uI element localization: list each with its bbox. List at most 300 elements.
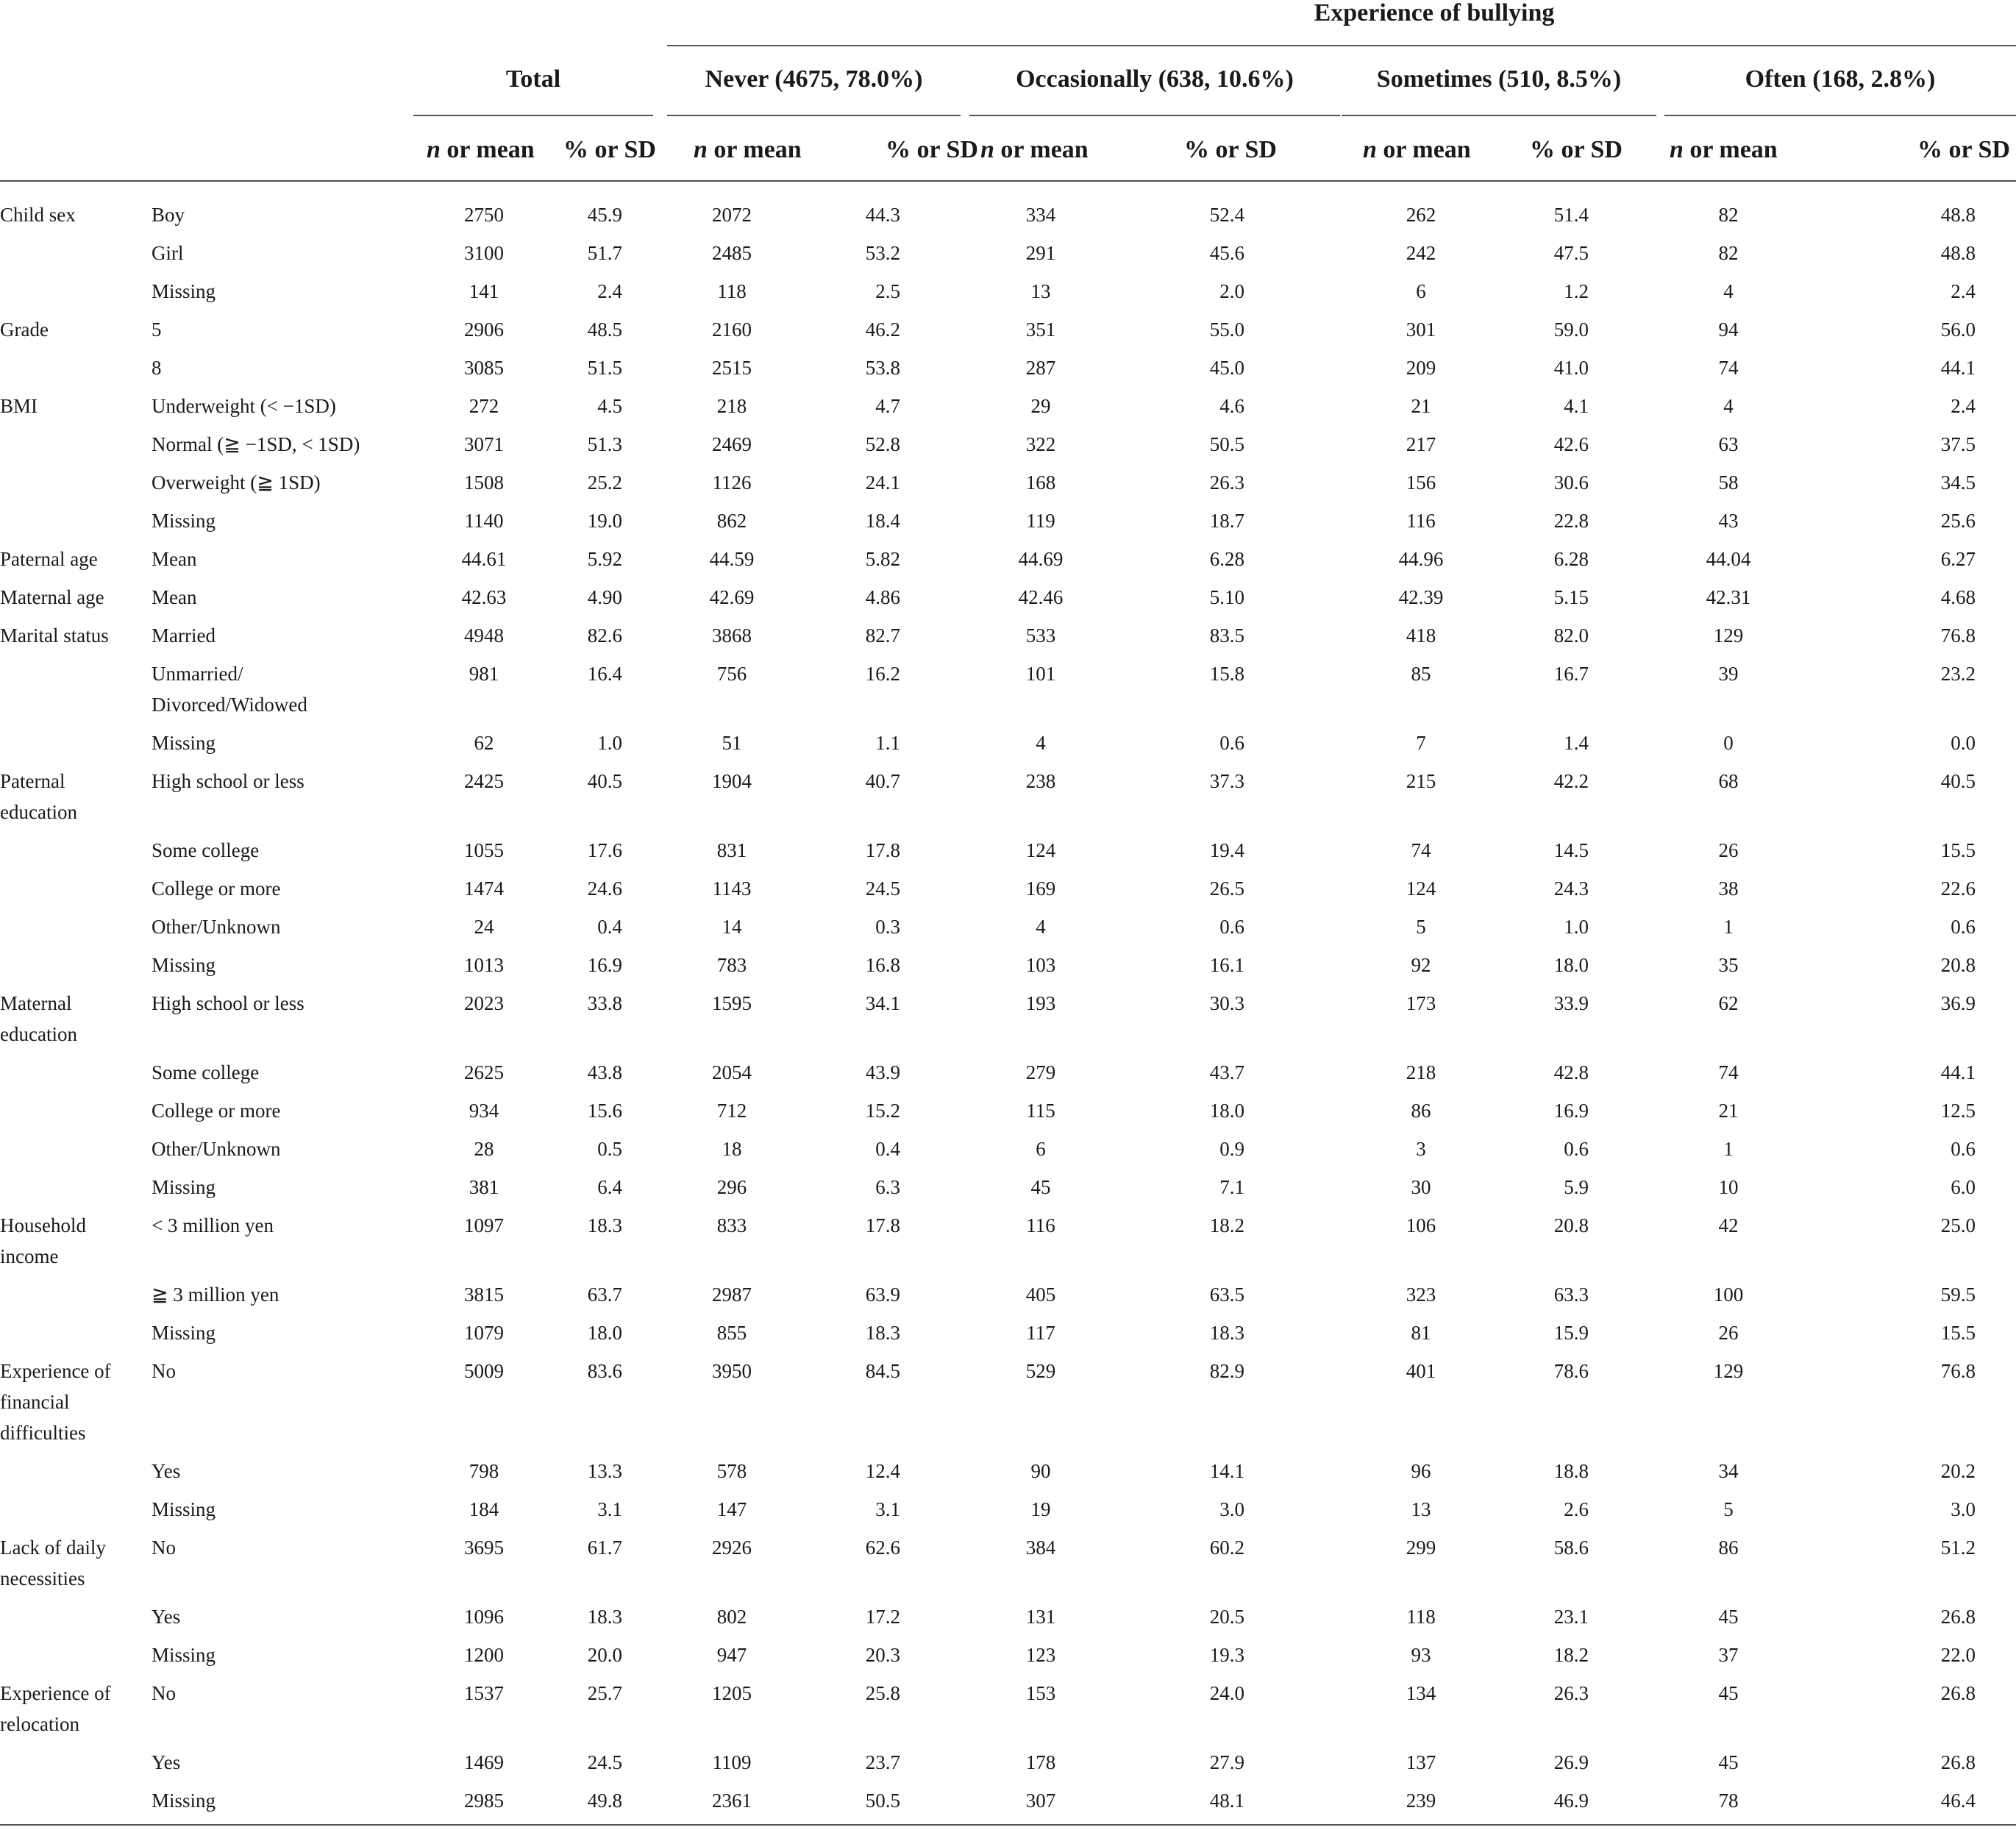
row-variable-label: BMI	[0, 395, 38, 417]
cell-pct-or-sd: 18.3	[1209, 1322, 1244, 1344]
column-group-header: Total	[505, 65, 561, 93]
cell-pct-or-sd: 5.92	[587, 548, 622, 570]
cell-n-or-mean: 156	[1406, 471, 1436, 494]
cell-n-or-mean: 1140	[464, 510, 504, 532]
row-variable-label: difficulties	[0, 1422, 86, 1444]
cell-n-or-mean: 798	[469, 1460, 499, 1482]
cell-pct-or-sd: 19.3	[1209, 1644, 1244, 1666]
cell-n-or-mean: 39	[1718, 663, 1739, 685]
cell-pct-or-sd: 1.0	[1564, 916, 1589, 938]
cell-pct-or-sd: 23.7	[865, 1751, 900, 1773]
cell-n-or-mean: 4	[1036, 916, 1046, 938]
cell-n-or-mean: 44.59	[709, 548, 755, 570]
cell-n-or-mean: 124	[1025, 839, 1056, 861]
cell-pct-or-sd: 12.5	[1940, 1100, 1976, 1122]
cell-n-or-mean: 262	[1406, 204, 1436, 226]
cell-pct-or-sd: 26.8	[1940, 1751, 1976, 1773]
row-category-label: Some college	[152, 1061, 260, 1083]
cell-pct-or-sd: 42.2	[1553, 770, 1589, 792]
cell-n-or-mean: 45	[1030, 1176, 1051, 1198]
cell-pct-or-sd: 23.1	[1553, 1606, 1589, 1628]
cell-n-or-mean: 322	[1025, 433, 1056, 455]
cell-n-or-mean: 21	[1411, 395, 1431, 417]
cell-pct-or-sd: 14.1	[1209, 1460, 1244, 1482]
cell-n-or-mean: 1474	[464, 877, 504, 900]
cell-pct-or-sd: 48.8	[1940, 242, 1976, 264]
cell-n-or-mean: 82	[1718, 204, 1739, 226]
cell-n-or-mean: 578	[716, 1460, 747, 1482]
cell-n-or-mean: 38	[1718, 877, 1739, 900]
cell-pct-or-sd: 2.4	[1951, 280, 1976, 302]
cell-n-or-mean: 26	[1718, 839, 1739, 861]
cell-n-or-mean: 13	[1030, 280, 1051, 302]
cell-pct-or-sd: 4.68	[1940, 586, 1976, 608]
cell-n-or-mean: 4	[1723, 395, 1734, 417]
cell-pct-or-sd: 63.3	[1553, 1284, 1589, 1306]
row-category-label: Missing	[152, 1790, 216, 1812]
cell-n-or-mean: 334	[1025, 204, 1056, 226]
cell-n-or-mean: 218	[1406, 1061, 1436, 1083]
cell-pct-or-sd: 40.5	[587, 770, 622, 792]
cell-pct-or-sd: 4.6	[1219, 395, 1244, 417]
cell-pct-or-sd: 2.0	[1219, 280, 1244, 302]
cell-pct-or-sd: 0.3	[875, 916, 900, 938]
cell-pct-or-sd: 2.5	[875, 280, 900, 302]
cell-n-or-mean: 296	[716, 1176, 747, 1198]
cell-pct-or-sd: 49.8	[587, 1790, 622, 1812]
cell-pct-or-sd: 48.5	[587, 318, 622, 341]
cell-n-or-mean: 5	[1723, 1498, 1734, 1520]
cell-pct-or-sd: 34.1	[865, 992, 900, 1014]
cell-pct-or-sd: 51.5	[587, 357, 622, 379]
row-variable-label: Marital status	[0, 624, 109, 647]
cell-n-or-mean: 209	[1406, 357, 1436, 379]
row-variable-label: Experience of	[0, 1360, 111, 1382]
cell-pct-or-sd: 52.8	[865, 433, 900, 455]
cell-pct-or-sd: 53.8	[865, 357, 900, 379]
cell-pct-or-sd: 48.1	[1209, 1790, 1244, 1812]
cell-pct-or-sd: 40.5	[1940, 770, 1976, 792]
row-category-label: ≧ 3 million yen	[152, 1284, 279, 1306]
cell-n-or-mean: 131	[1025, 1606, 1056, 1628]
cell-pct-or-sd: 22.0	[1940, 1644, 1976, 1666]
cell-pct-or-sd: 47.5	[1553, 242, 1589, 264]
cell-n-or-mean: 42.46	[1018, 586, 1064, 608]
cell-n-or-mean: 2160	[712, 318, 752, 341]
cell-n-or-mean: 238	[1025, 770, 1056, 792]
cell-n-or-mean: 74	[1718, 357, 1739, 379]
cell-n-or-mean: 42.69	[709, 586, 755, 608]
cell-pct-or-sd: 5.10	[1209, 586, 1244, 608]
cell-pct-or-sd: 82.0	[1553, 624, 1589, 647]
cell-pct-or-sd: 59.0	[1553, 318, 1589, 341]
cell-pct-or-sd: 24.3	[1553, 877, 1589, 900]
cell-pct-or-sd: 78.6	[1553, 1360, 1589, 1382]
cell-pct-or-sd: 0.5	[597, 1138, 622, 1160]
cell-n-or-mean: 62	[1718, 992, 1739, 1014]
cell-pct-or-sd: 25.6	[1940, 510, 1976, 532]
cell-pct-or-sd: 40.7	[865, 770, 900, 792]
cell-n-or-mean: 529	[1025, 1360, 1056, 1382]
cell-n-or-mean: 242	[1406, 242, 1436, 264]
cell-n-or-mean: 2361	[712, 1790, 752, 1812]
column-group-rule	[1342, 115, 1656, 116]
cell-n-or-mean: 14	[722, 916, 742, 938]
cell-pct-or-sd: 1.0	[597, 732, 622, 754]
cell-pct-or-sd: 24.0	[1209, 1682, 1244, 1704]
row-category-label: Boy	[152, 204, 185, 226]
n-header-rest: or mean	[1376, 136, 1471, 163]
cell-n-or-mean: 96	[1411, 1460, 1431, 1482]
cell-pct-or-sd: 51.3	[587, 433, 622, 455]
cell-n-or-mean: 2625	[464, 1061, 504, 1083]
cell-n-or-mean: 68	[1718, 770, 1739, 792]
cell-n-or-mean: 116	[1026, 1214, 1055, 1236]
row-variable-label: income	[0, 1245, 59, 1267]
cell-pct-or-sd: 0.6	[1951, 916, 1976, 938]
cell-n-or-mean: 783	[716, 954, 747, 976]
cell-pct-or-sd: 4.90	[587, 586, 622, 608]
cell-pct-or-sd: 25.0	[1940, 1214, 1976, 1236]
cell-n-or-mean: 1013	[464, 954, 504, 976]
cell-n-or-mean: 137	[1406, 1751, 1436, 1773]
cell-n-or-mean: 833	[716, 1214, 747, 1236]
cell-n-or-mean: 141	[469, 280, 499, 302]
cell-n-or-mean: 93	[1411, 1644, 1431, 1666]
cell-pct-or-sd: 53.2	[865, 242, 900, 264]
pct-header: % or SD	[1530, 136, 1623, 163]
cell-pct-or-sd: 0.6	[1951, 1138, 1976, 1160]
cell-pct-or-sd: 22.6	[1940, 877, 1976, 900]
cell-n-or-mean: 533	[1025, 624, 1056, 647]
cell-n-or-mean: 3868	[712, 624, 752, 647]
column-group-header: Occasionally (638, 10.6%)	[1016, 65, 1294, 93]
cell-n-or-mean: 1143	[712, 877, 752, 900]
cell-pct-or-sd: 52.4	[1209, 204, 1244, 226]
cell-n-or-mean: 2023	[464, 992, 504, 1014]
row-variable-label: Lack of daily	[0, 1537, 106, 1559]
cell-pct-or-sd: 17.8	[865, 1214, 900, 1236]
cell-pct-or-sd: 17.2	[865, 1606, 900, 1628]
cell-pct-or-sd: 25.7	[587, 1682, 622, 1704]
cell-pct-or-sd: 16.9	[1553, 1100, 1589, 1122]
cell-pct-or-sd: 27.9	[1209, 1751, 1244, 1773]
cell-pct-or-sd: 44.3	[865, 204, 900, 226]
cell-n-or-mean: 129	[1713, 624, 1744, 647]
cell-pct-or-sd: 0.6	[1564, 1138, 1589, 1160]
cell-n-or-mean: 712	[716, 1100, 747, 1122]
cell-n-or-mean: 124	[1406, 877, 1436, 900]
cell-pct-or-sd: 0.6	[1219, 916, 1244, 938]
cell-pct-or-sd: 4.5	[597, 395, 622, 417]
cell-pct-or-sd: 4.7	[875, 395, 900, 417]
cell-n-or-mean: 24	[474, 916, 494, 938]
cell-pct-or-sd: 45.0	[1209, 357, 1244, 379]
cell-pct-or-sd: 1.2	[1564, 280, 1589, 302]
pct-header: % or SD	[563, 136, 656, 163]
cell-n-or-mean: 178	[1025, 1751, 1056, 1773]
cell-n-or-mean: 1	[1723, 916, 1734, 938]
cell-n-or-mean: 123	[1025, 1644, 1056, 1666]
n-header-rest: or mean	[1683, 136, 1778, 163]
cell-pct-or-sd: 16.8	[865, 954, 900, 976]
n-italic: n	[980, 136, 994, 163]
cell-n-or-mean: 934	[469, 1100, 499, 1122]
cell-pct-or-sd: 19.0	[587, 510, 622, 532]
cell-pct-or-sd: 37.3	[1209, 770, 1244, 792]
cell-n-or-mean: 37	[1718, 1644, 1739, 1666]
cell-pct-or-sd: 3.1	[875, 1498, 900, 1520]
cell-n-or-mean: 26	[1718, 1322, 1739, 1344]
cell-pct-or-sd: 16.7	[1553, 663, 1589, 685]
cell-pct-or-sd: 6.0	[1951, 1176, 1976, 1198]
cell-pct-or-sd: 76.8	[1940, 624, 1976, 647]
cell-n-or-mean: 1469	[464, 1751, 504, 1773]
cell-n-or-mean: 323	[1406, 1284, 1436, 1306]
cell-pct-or-sd: 23.2	[1940, 663, 1976, 685]
cell-n-or-mean: 42.39	[1398, 586, 1444, 608]
n-header	[1670, 132, 1778, 168]
n-header-rest: or mean	[994, 136, 1089, 163]
cell-pct-or-sd: 18.3	[587, 1606, 622, 1628]
cell-n-or-mean: 44.61	[461, 548, 507, 570]
row-category-label: No	[152, 1682, 176, 1704]
cell-n-or-mean: 153	[1025, 1682, 1056, 1704]
cell-pct-or-sd: 20.8	[1553, 1214, 1589, 1236]
cell-pct-or-sd: 16.9	[587, 954, 622, 976]
cell-pct-or-sd: 50.5	[865, 1790, 900, 1812]
cell-pct-or-sd: 26.3	[1209, 471, 1244, 494]
cell-pct-or-sd: 55.0	[1209, 318, 1244, 341]
cell-pct-or-sd: 83.6	[587, 1360, 622, 1382]
pct-header: % or SD	[1917, 136, 2010, 163]
cell-pct-or-sd: 15.2	[865, 1100, 900, 1122]
cell-n-or-mean: 115	[1026, 1100, 1055, 1122]
cell-pct-or-sd: 30.3	[1209, 992, 1244, 1014]
cell-n-or-mean: 2054	[712, 1061, 752, 1083]
cell-pct-or-sd: 15.8	[1209, 663, 1244, 685]
cell-n-or-mean: 29	[1030, 395, 1051, 417]
cell-n-or-mean: 981	[469, 663, 499, 685]
row-variable-label: Grade	[0, 318, 49, 341]
cell-n-or-mean: 184	[469, 1498, 499, 1520]
row-category-label: Missing	[152, 280, 216, 302]
cell-n-or-mean: 19	[1030, 1498, 1051, 1520]
row-variable-label: relocation	[0, 1713, 79, 1735]
cell-n-or-mean: 2750	[464, 204, 504, 226]
cell-pct-or-sd: 6.4	[597, 1176, 622, 1198]
cell-n-or-mean: 116	[1406, 510, 1436, 532]
row-category-label: Underweight (< −1SD)	[152, 395, 336, 417]
cell-pct-or-sd: 59.5	[1940, 1284, 1976, 1306]
cell-pct-or-sd: 63.5	[1209, 1284, 1244, 1306]
cell-n-or-mean: 4	[1036, 732, 1046, 754]
cell-n-or-mean: 51	[722, 732, 742, 754]
row-category-label: 8	[152, 357, 162, 379]
cell-pct-or-sd: 15.9	[1553, 1322, 1589, 1344]
cell-n-or-mean: 2469	[712, 433, 752, 455]
row-variable-label: Paternal	[0, 770, 65, 792]
cell-n-or-mean: 82	[1718, 242, 1739, 264]
cell-pct-or-sd: 33.9	[1553, 992, 1589, 1014]
cell-n-or-mean: 118	[1406, 1606, 1436, 1628]
row-category-label: Missing	[152, 1176, 216, 1198]
cell-n-or-mean: 351	[1025, 318, 1056, 341]
cell-pct-or-sd: 14.5	[1553, 839, 1589, 861]
cell-pct-or-sd: 43.9	[865, 1061, 900, 1083]
cell-pct-or-sd: 26.8	[1940, 1606, 1976, 1628]
cell-n-or-mean: 802	[716, 1606, 747, 1628]
cell-pct-or-sd: 18.2	[1209, 1214, 1244, 1236]
column-group-header: Never (4675, 78.0%)	[705, 65, 923, 93]
cell-pct-or-sd: 83.5	[1209, 624, 1244, 647]
cell-n-or-mean: 1055	[464, 839, 504, 861]
cell-pct-or-sd: 4.86	[865, 586, 900, 608]
cell-pct-or-sd: 82.6	[587, 624, 622, 647]
cell-n-or-mean: 45	[1718, 1606, 1739, 1628]
pct-header: % or SD	[886, 136, 978, 163]
cell-n-or-mean: 1	[1723, 1138, 1734, 1160]
cell-n-or-mean: 6	[1036, 1138, 1046, 1160]
cell-n-or-mean: 1126	[712, 471, 752, 494]
cell-pct-or-sd: 3.1	[597, 1498, 622, 1520]
cell-pct-or-sd: 51.4	[1553, 204, 1589, 226]
row-variable-label: Maternal	[0, 992, 72, 1014]
cell-n-or-mean: 119	[1026, 510, 1055, 532]
row-category-label: Married	[152, 624, 216, 647]
cell-pct-or-sd: 19.4	[1209, 839, 1244, 861]
cell-n-or-mean: 1109	[712, 1751, 752, 1773]
cell-n-or-mean: 1904	[712, 770, 752, 792]
cell-n-or-mean: 168	[1025, 471, 1056, 494]
cell-n-or-mean: 218	[716, 395, 747, 417]
cell-n-or-mean: 81	[1411, 1322, 1431, 1344]
cell-n-or-mean: 74	[1718, 1061, 1739, 1083]
group-header-rule	[667, 45, 2016, 46]
row-category-label: 5	[152, 318, 162, 341]
cell-pct-or-sd: 18.0	[1553, 954, 1589, 976]
cell-n-or-mean: 291	[1025, 242, 1056, 264]
cell-pct-or-sd: 22.8	[1553, 510, 1589, 532]
cell-n-or-mean: 100	[1713, 1284, 1744, 1306]
cell-n-or-mean: 101	[1025, 663, 1056, 685]
cell-pct-or-sd: 0.6	[1219, 732, 1244, 754]
cell-pct-or-sd: 20.3	[865, 1644, 900, 1666]
cell-pct-or-sd: 20.5	[1209, 1606, 1244, 1628]
cell-pct-or-sd: 2.6	[1564, 1498, 1589, 1520]
cell-pct-or-sd: 20.0	[587, 1644, 622, 1666]
cell-pct-or-sd: 26.3	[1553, 1682, 1589, 1704]
cell-n-or-mean: 90	[1030, 1460, 1051, 1482]
row-category-label: Unmarried/	[152, 663, 243, 685]
row-category-label: Yes	[152, 1606, 181, 1628]
cell-n-or-mean: 4948	[464, 624, 504, 647]
cell-pct-or-sd: 6.27	[1940, 548, 1976, 570]
row-category-label: No	[152, 1360, 176, 1382]
cell-n-or-mean: 3100	[464, 242, 504, 264]
cell-n-or-mean: 30	[1411, 1176, 1431, 1198]
row-category-label: Other/Unknown	[152, 916, 281, 938]
cell-n-or-mean: 3950	[712, 1360, 752, 1382]
row-category-label: College or more	[152, 1100, 281, 1122]
cell-pct-or-sd: 5.15	[1553, 586, 1589, 608]
cell-pct-or-sd: 3.0	[1951, 1498, 1976, 1520]
cell-n-or-mean: 45	[1718, 1751, 1739, 1773]
row-variable-label: Paternal age	[0, 548, 98, 570]
cell-pct-or-sd: 18.7	[1209, 510, 1244, 532]
cell-n-or-mean: 0	[1723, 732, 1734, 754]
cell-n-or-mean: 401	[1406, 1360, 1436, 1382]
row-variable-label: Experience of	[0, 1682, 111, 1704]
n-header-rest: or mean	[707, 136, 802, 163]
row-variable-label: education	[0, 1023, 77, 1045]
cell-n-or-mean: 85	[1411, 663, 1431, 685]
cell-n-or-mean: 855	[716, 1322, 747, 1344]
cell-pct-or-sd: 18.8	[1553, 1460, 1589, 1482]
cell-pct-or-sd: 1.1	[875, 732, 900, 754]
n-header-rest: or mean	[440, 136, 535, 163]
cell-pct-or-sd: 20.2	[1940, 1460, 1976, 1482]
n-italic: n	[694, 136, 708, 163]
cell-pct-or-sd: 2.4	[1951, 395, 1976, 417]
cell-n-or-mean: 2987	[712, 1284, 752, 1306]
row-variable-label: Maternal age	[0, 586, 104, 608]
cell-n-or-mean: 45	[1718, 1682, 1739, 1704]
row-category-label: Overweight (≧ 1SD)	[152, 471, 321, 494]
cell-pct-or-sd: 18.3	[865, 1322, 900, 1344]
cell-n-or-mean: 299	[1406, 1537, 1436, 1559]
cell-n-or-mean: 62	[474, 732, 494, 754]
cell-n-or-mean: 44.04	[1706, 548, 1751, 570]
column-group-header: Often (168, 2.8%)	[1745, 65, 1936, 93]
cell-n-or-mean: 3815	[464, 1284, 504, 1306]
cell-pct-or-sd: 3.0	[1219, 1498, 1244, 1520]
cell-pct-or-sd: 45.6	[1209, 242, 1244, 264]
cell-pct-or-sd: 63.7	[587, 1284, 622, 1306]
table-bottom-rule	[0, 1824, 2016, 1826]
cell-pct-or-sd: 0.4	[597, 916, 622, 938]
cell-pct-or-sd: 15.5	[1940, 839, 1976, 861]
row-category-label: Missing	[152, 1322, 216, 1344]
cell-pct-or-sd: 15.5	[1940, 1322, 1976, 1344]
cell-n-or-mean: 34	[1718, 1460, 1739, 1482]
cell-pct-or-sd: 36.9	[1940, 992, 1976, 1014]
cell-pct-or-sd: 15.6	[587, 1100, 622, 1122]
cell-pct-or-sd: 63.9	[865, 1284, 900, 1306]
cell-n-or-mean: 272	[469, 395, 499, 417]
cell-n-or-mean: 2485	[712, 242, 752, 264]
cell-n-or-mean: 1097	[464, 1214, 504, 1236]
cell-pct-or-sd: 76.8	[1940, 1360, 1976, 1382]
row-variable-label: financial	[0, 1391, 70, 1413]
cell-n-or-mean: 78	[1718, 1790, 1739, 1812]
cell-n-or-mean: 74	[1411, 839, 1431, 861]
group-header: Experience of bullying	[1314, 0, 1555, 26]
row-category-label: Mean	[152, 586, 197, 608]
cell-n-or-mean: 129	[1713, 1360, 1744, 1382]
row-variable-label: education	[0, 801, 77, 823]
cell-pct-or-sd: 12.4	[865, 1460, 900, 1482]
cell-pct-or-sd: 46.9	[1553, 1790, 1589, 1812]
cell-n-or-mean: 5009	[464, 1360, 504, 1382]
cell-pct-or-sd: 24.5	[587, 1751, 622, 1773]
cell-pct-or-sd: 37.5	[1940, 433, 1976, 455]
cell-pct-or-sd: 18.0	[1209, 1100, 1244, 1122]
cell-n-or-mean: 862	[716, 510, 747, 532]
cell-n-or-mean: 279	[1025, 1061, 1056, 1083]
cell-n-or-mean: 43	[1718, 510, 1739, 532]
cell-pct-or-sd: 44.1	[1940, 1061, 1976, 1083]
